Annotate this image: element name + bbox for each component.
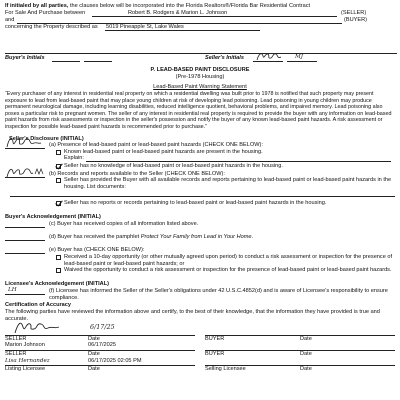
seller-a-opt1-checkbox[interactable] — [56, 150, 61, 155]
licensee-f-text: (f) Licensee has informed the Seller of the Seller's obligations under 42 U.S.C.4852(d) and is aware of Licensee's responsibility to ensure compliance. — [49, 288, 388, 301]
warning-statement: “Every purchaser of any interest in residential real property on which a residential dwelling was built prior to 1978 is notified that such property may present exposure to lead from lead-based paint that may place young children at risk of developing lead poisoning. Lead poisoning in young children may produce permanent neurological damage, including learning disabilities, reduced intelligence quotient, behavioral problems, and impaired memory. Lead poisoning also poses a particular risk to pregnant women. The seller of any interest in residential real property is required to provide the buyer with any information on lead-based paint hazards from risk assessments or inspection in the seller's possession and notify the buyer of any known lead-based paint hazards. A risk assessment or inspection for possible lead-based paint hazards is recommended prior to purchase.” — [5, 91, 392, 130]
seller1-label: SELLER — [5, 336, 27, 342]
intro-line — [5, 3, 310, 10]
property-lead: concerning the Property described as — [5, 24, 98, 30]
seller-role: (SELLER) — [341, 10, 367, 16]
seller-b-opt1-text: Seller has provided the Buyer with all available records and reports pertaining to lead-based paint or lead-based paint hazards in the housing. List documents: — [64, 177, 392, 190]
buyer-e-label: (e) Buyer has (CHECK ONE BELOW): — [49, 247, 145, 253]
seller-a-label: (a) Presence of lead-based paint or lead-based paint hazards (CHECK ONE BELOW): — [49, 142, 263, 148]
seller2-date-label: Date — [88, 351, 100, 357]
buyer-c-initial-line — [5, 227, 45, 228]
parties-lead: For Sale And Purchase between — [5, 10, 86, 16]
seller-b-documents-line — [10, 196, 395, 197]
seller1-date-label: Date — [88, 336, 100, 342]
seller-initials-2: MJ — [295, 54, 303, 60]
seller-a-opt1-text: Known lead-based paint or lead-based paint hazards are present in the housing. — [64, 149, 263, 155]
seller-b-opt1-checkbox[interactable] — [56, 178, 61, 183]
buyer-e-opt2-checkbox[interactable] — [56, 268, 61, 273]
seller1-date: 06/17/2025 — [88, 342, 116, 348]
buyer1-label: BUYER — [205, 336, 225, 342]
seller-a-initial-mark — [4, 134, 44, 150]
warning-heading: Lead-Based Paint Warning Statement — [153, 84, 247, 90]
seller2-sig-line — [5, 350, 195, 351]
licensee-name-typed: Lisa Hernandez — [5, 358, 50, 364]
seller-b-initial-mark — [4, 165, 46, 179]
seller-b-opt2-checkbox[interactable] — [56, 201, 61, 206]
seller1-signature — [12, 318, 62, 336]
pamphlet-title: Protect Your Family from Lead in Your Home — [140, 234, 252, 240]
selling-date-label: Date — [300, 366, 312, 372]
buyer-initials-label: Buyer's Initials — [5, 55, 45, 61]
seller-disclosure-heading: Seller's Disclosure (INITIAL) — [9, 136, 84, 142]
buyer-ack-heading: Buyer's Acknowledgement (INITIAL) — [5, 214, 101, 220]
buyer-e-opt1-text: Received a 10-day opportunity (or other mutually agreed upon period) to conduct a risk assessment or inspection for the presence of lead-based paint or lead-based paint hazards; or — [64, 254, 393, 267]
seller-a-opt2-text: Seller has no knowledge of lead-based paint or lead-based paint hazards in the housing. — [64, 163, 283, 169]
seller1-name: Marion Johnson — [5, 342, 45, 348]
seller2-label: SELLER — [5, 351, 27, 357]
licensee-ack-heading: Licensee's Acknowledgement (INITIAL) — [5, 281, 110, 287]
buyer1-date-label: Date — [300, 336, 312, 342]
buyer-e-initial-line — [5, 253, 45, 254]
buyer-e-opt2-text: Waived the opportunity to conduct a risk assessment or inspection for the presence of lead-based paint or lead-based paint hazards. — [64, 267, 392, 273]
selling-licensee-label: Selling Licensee — [205, 366, 246, 372]
section-subtitle: (Pre-1978 Housing) — [175, 74, 225, 80]
property-address: 5019 Pineapple St, Lake Wales — [106, 24, 184, 30]
initials-divider — [5, 53, 397, 54]
intro-rest: the clauses below will be incorporated into the Florida Realtors®/Florida Bar Residential Contract — [68, 3, 311, 9]
seller-a-opt2-checkbox[interactable] — [56, 164, 61, 169]
listing-licensee-label: Listing Licensee — [5, 366, 46, 372]
seller-a-opt1-explain: Explain: — [64, 155, 84, 161]
seller-initials-mark-1 — [255, 50, 283, 62]
buyer2-date-label: Date — [300, 351, 312, 357]
certification-heading: Certification of Accuracy — [5, 302, 72, 308]
and-word: and — [5, 17, 15, 23]
certification-text: The following parties have reviewed the information above and certify, to the best of their knowledge, that the information they have provided is true and accurate. — [5, 309, 380, 322]
listing-date-label: Date — [88, 366, 100, 372]
seller-a-explain-line — [86, 161, 391, 162]
buyer-e-opt1-checkbox[interactable] — [56, 255, 61, 260]
buyer-role: (BUYER) — [344, 17, 367, 23]
buyer-initials-line-1 — [52, 61, 80, 62]
buyer-c-text: (c) Buyer has received copies of all information listed above. — [49, 221, 199, 227]
seller-initials-label: Seller's Initials — [205, 55, 244, 61]
seller1-date-handwritten: 6/17/25 — [90, 323, 115, 331]
buyer2-label: BUYER — [205, 351, 225, 357]
licensee-f-initial-line — [5, 294, 45, 295]
buyer-initials-line-2 — [84, 61, 112, 62]
intro-bold: If initialed by all parties, — [5, 3, 69, 9]
buyer-d-text: (d) Buyer has received the pamphlet Protect Your Family from Lead in Your Home. — [49, 234, 254, 240]
seller-names: Robert B. Rodgers & Marion L. Johnson — [128, 10, 228, 16]
buyer-d-initial-line — [5, 240, 45, 241]
seller1-sig-line — [5, 335, 195, 336]
seller-b-opt2-text: Seller has no reports or records pertaining to lead-based paint or lead-based paint hazards in the housing. — [64, 200, 327, 206]
licensee-date-typed: 06/17/2025 02:05 PM — [88, 358, 142, 364]
licensee-initials: LH — [8, 287, 17, 293]
section-title: P. LEAD-BASED PAINT DISCLOSURE — [150, 67, 250, 73]
seller-b-label: (b) Records and reports available to the Seller (CHECK ONE BELOW): — [49, 171, 225, 177]
seller-initials-line-2 — [287, 61, 317, 62]
